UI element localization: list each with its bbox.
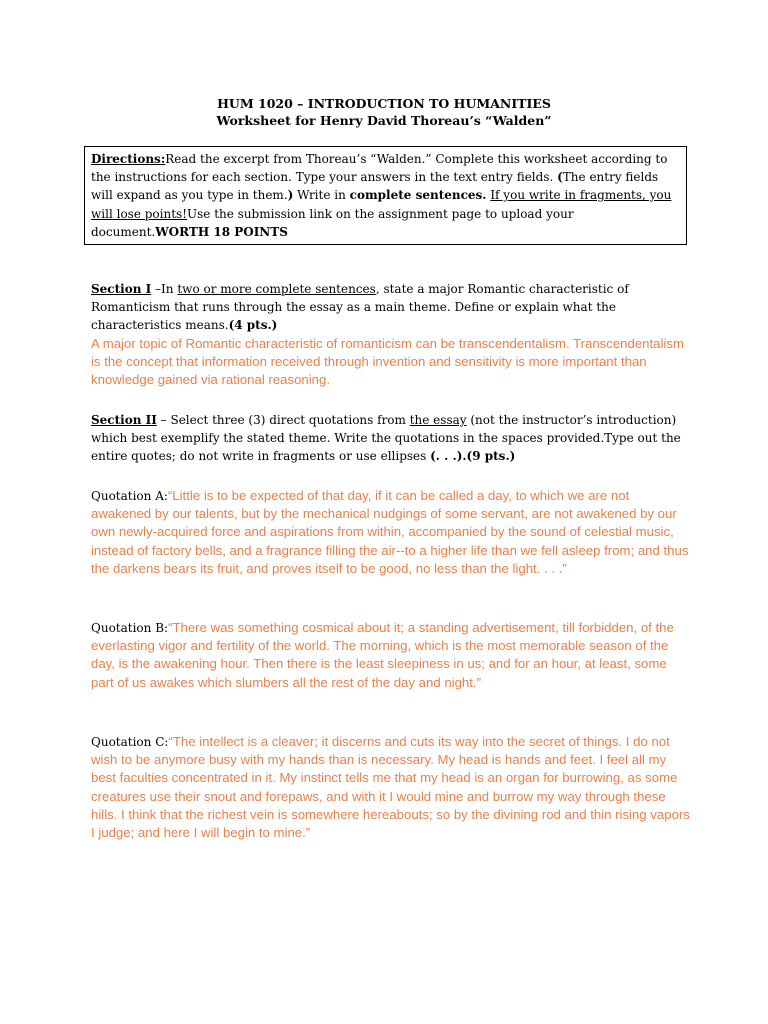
section-2-prompt bbox=[91, 411, 691, 466]
section-1-text-1: –In bbox=[151, 282, 178, 296]
section-1-points: (4 pts.) bbox=[228, 318, 278, 333]
section-1-text-2: , state a major Romantic characteristic of Romanticism that runs through the essay as a main theme. Define or explain what the characteristics means. bbox=[91, 282, 629, 333]
quotation-b-label: Quotation B: bbox=[91, 621, 169, 635]
section-1-prompt bbox=[91, 280, 691, 335]
directions-box bbox=[84, 146, 687, 245]
directions-paren-open: ( bbox=[557, 170, 563, 185]
directions-worth-points: WORTH 18 POINTS bbox=[155, 224, 288, 239]
section-2-ellipses: (. . .). bbox=[430, 449, 467, 464]
section-2-text-2: (not the instructor’s introduction) which best exemplify the stated theme. Write the quotations in the spaces provided.Type out the entire quotes; do not write in fragments or use ellipses bbox=[91, 413, 681, 464]
section-2-label: Section II bbox=[91, 413, 157, 427]
section-2-text-1: – Select three (3) direct quotations from bbox=[156, 413, 410, 427]
section-1 bbox=[91, 280, 691, 389]
directions-complete-sentences: complete sentences. bbox=[349, 188, 487, 203]
section-2 bbox=[91, 411, 691, 466]
quotation-c bbox=[91, 733, 691, 842]
quotation-c-field[interactable]: “The intellect is a cleaver; it discerns and cuts its way into the secret of things. I do not wish to be anymore busy with my hands than is necessary. My head is hands and feet. I feel all my best faculties concentrated in it. My instinct tells me that my head is an organ for burrowing, as some creatures use their snout and forepaws, and with it I would mine and burrow my way through these hills. I think that the richest vein is somewhere hereabouts; so by the divining rod and thin rising vapors I judge; and here I will begin to mine.” bbox=[91, 734, 690, 841]
section-2-emphasis: the essay bbox=[409, 413, 467, 427]
section-1-answer-field[interactable]: A major topic of Romantic characteristic of romanticism can be transcendentalism. Transcendentalism is the concept that information received through invention and sensitivity is more important than knowledge gained via rational reasoning. bbox=[91, 335, 684, 388]
directions-text-2: The entry fields will expand as you type in them. bbox=[91, 170, 659, 203]
directions-text-4: Use the submission link on the assignment page to upload your document. bbox=[91, 206, 574, 239]
worksheet-title: Worksheet for Henry David Thoreau’s “Walden” bbox=[216, 113, 552, 128]
quotation-a-field[interactable]: “Little is to be expected of that day, if it can be called a day, to which we are not awakened by our talents, but by the mechanical nudgings of some servant, are not awakened by our own newly-acquired force and aspirations from within, accompanied by the sound of celestial music, instead of factory bells, and a fragrance filling the air--to a higher life than we fell asleep from; and thus the darkens bears its fruit, and proves itself to be good, no less than the light. . . .” bbox=[91, 488, 689, 576]
section-1-emphasis: two or more complete sentences bbox=[177, 282, 376, 296]
quotation-c-label: Quotation C: bbox=[91, 735, 169, 749]
directions-warning: If you write in fragments, you will lose points! bbox=[91, 188, 672, 221]
course-title: HUM 1020 – INTRODUCTION TO HUMANITIES bbox=[217, 96, 551, 111]
quotation-a-label: Quotation A: bbox=[91, 489, 168, 503]
directions-paren-close: ) bbox=[287, 188, 294, 203]
quotation-b-field[interactable]: “There was something cosmical about it; a standing advertisement, till forbidden, of the everlasting vigor and fertility of the world. The morning, which is the most memorable season of the day, is the awakening hour. Then there is the least sleepiness in us; and for an hour, at least, some part of us awakes which slumbers all the rest of the day and night.” bbox=[91, 620, 674, 690]
directions-label: Directions: bbox=[91, 152, 166, 166]
directions-text-1: Read the excerpt from Thoreau’s “Walden.” Complete this worksheet according to the instructions for each section. Type your answers in the text entry fields. bbox=[91, 152, 668, 185]
quotation-a bbox=[91, 487, 691, 578]
section-2-points: (9 pts.) bbox=[466, 449, 516, 464]
quotation-b bbox=[91, 619, 691, 692]
directions-text-3: Write in bbox=[293, 188, 350, 203]
section-1-label: Section I bbox=[91, 282, 152, 296]
